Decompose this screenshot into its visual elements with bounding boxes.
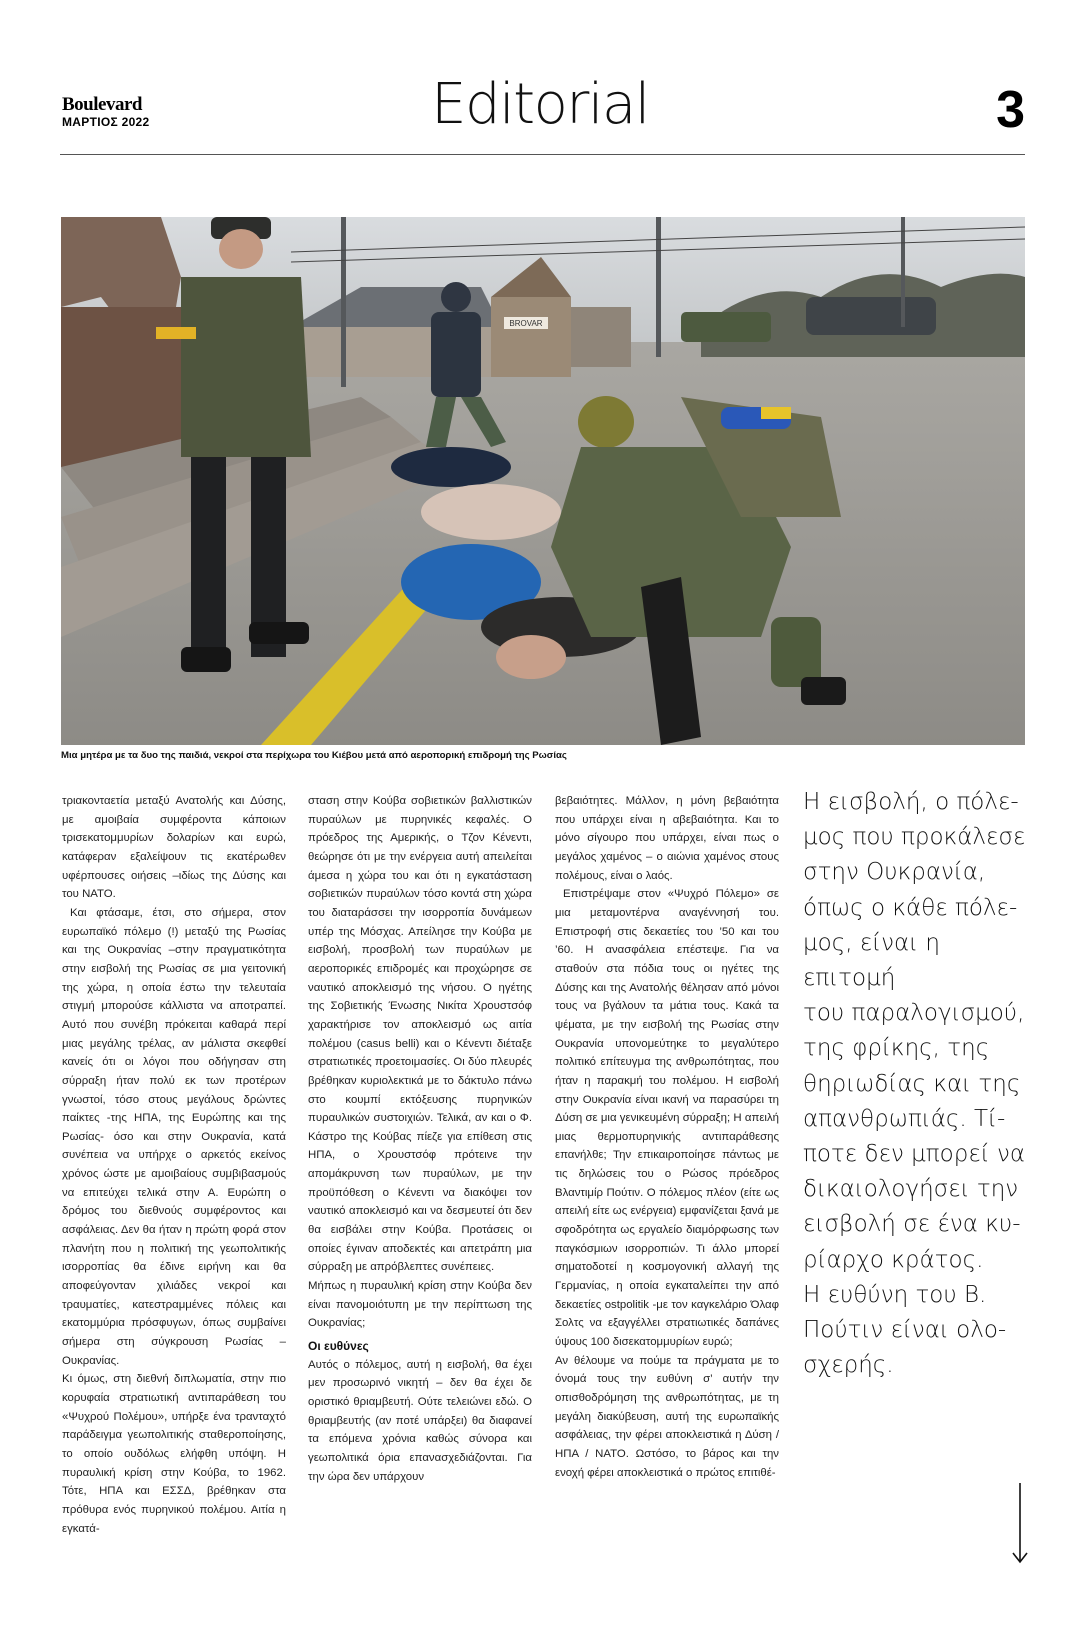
article-column-2 — [308, 792, 532, 1486]
subheading: Οι ευθύνες — [308, 1339, 369, 1354]
pull-quote-line: Η εισβολή, ο πόλε- — [803, 789, 1019, 815]
paragraph: σταση στην Κούβα σοβιετικών βαλλιστικών πυραύλων με πυρηνικές κεφαλές. Ο πρόεδρος της Αμερικής, ο Τζον Κένεντι, θεώρησε ότι με την ενέργεια αυτή απειλείται άμεσα η χώρα του και ότι η εγκατάσταση σοβιετικών πυραύλων τόσο κοντά στη χώρα του διαταράσσει την ισορροπία δυνάμεων υπέρ της Μόσχας. Απείλησε την Κούβα με εισβολή, προσβολή των πυραύλων με αεροπορικές επιδρομές και προχώρησε σε ναυτικό αποκλεισμό της νήσου. Ο ηγέτης της Σοβιετικής Ένωσης Νικίτα Χρουστσόφ χαρακτήρισε τον αποκλεισμό ως αιτία πολέμου (casus belli) και ο Κένεντι διέταξε στρατιωτικές προετοιμασίες. Οι δύο πλευρές βρέθηκαν κυριολεκτικά με το δάκτυλο πάνω στο κουμπί εκτόξευσης πυρηνικών πυραυλικών συστοιχιών. Τελικά, αν και ο Φ. Κάστρο της Κούβας πίεζε για επίθεση στις ΗΠΑ, ο Χρουστσόφ πρότεινε την απομάκρυνση των πυραύλων, με την προϋπόθεση ο Κένεντι να διακόψει τον ναυτικό αποκλεισμό και να δεσμευτεί ότι δεν θα εισβάλει στην Κούβα. Προτάσεις οι οποίες έγιναν αποδεκτές και απετράπη μια σύρραξη με απρόβλεπτες συνέπειες. — [308, 795, 532, 1274]
pull-quote-line: όπως ο κάθε πόλε- — [803, 894, 1018, 921]
section-title: Editorial — [431, 72, 649, 137]
pull-quote-line: μος, είναι η επιτομή — [803, 929, 940, 992]
article-column-1 — [62, 792, 286, 1538]
issue-date: ΜΑΡΤΙΟΣ 2022 — [62, 115, 150, 129]
pull-quote-line: δικαιολογήσει την — [803, 1176, 1019, 1203]
pull-quote-line: σχερής. — [803, 1352, 894, 1379]
pull-quote-line: απανθρωπιάς. Τί- — [803, 1105, 1006, 1132]
paragraph: τριακονταετία μεταξύ Ανατολής και Δύσης, με αμοιβαία συμφέροντα κάποιων τρισεκατομμυρίων δολαρίων και ευρώ, κατάφεραν εξαλείψουν τις εκατέρωθεν υφέρπουσες οιήσεις –ιδίως της Δύσης και του ΝΑΤΟ. — [62, 795, 286, 901]
paragraph: Αυτός ο πόλεμος, αυτή η εισβολή, θα έχει μεν προσωρινό νικητή – δεν θα έχει δε οριστικό θριαμβευτή. Ούτε τελειώνει εδώ. Ο θριαμβευτής (αν ποτέ υπάρξει) θα διαφανεί τα επόμενα χρόνια καθώς σύνορα και γεωπολιτικά όρια επανασχεδιάζονται. Για την ώρα δεν υπάρχουν — [308, 1358, 532, 1483]
photo-caption: Μια μητέρα με τα δυο της παιδιά, νεκροί στα περίχωρα του Κιέβου μετά από αεροπορική επιδρομή της Ρωσίας — [61, 750, 567, 761]
pull-quote-line: θηριωδίας και της — [803, 1070, 1021, 1097]
paragraph: Και φτάσαμε, έτσι, στο σήμερα, στον ευρωπαϊκό πόλεμο (!) μεταξύ της Ρωσίας και της Ουκρανίας –στην πραγματικότητα στην εισβολή της Ρωσίας σε μια γειτονική της χώρα, η οποία έστω την τελευταία στιγμή μπορούσε κάλλιστα να αποτραπεί. Αυτό που συνέβη πρόκειται καθαρά περί μιας μεγάλης τρέλας, αν μάλιστα σκεφθεί κανείς ότι οι λόγοι που οδήγησαν στη σύρραξη ήταν πολύ εκ των προτέρων γνωστοί, τόσο στους μεγάλους δρώντες παίκτες -της ΗΠΑ, της Ευρώπης και της Ρωσίας- όσο και στην Ουκρανία, κατά συνέπεια να υπήρχε ο αρκετός εκείνος χρόνος ώστε με αμοιβαίους συμβιβασμούς να επιτεύχει τελικά στην Α. Ευρώπη ο δρόμος του διεθνούς συμφέροντος και ασφάλειας. Δεν θα ήταν η πρώτη φορά στον πλανήτη που η πολιτική της γεωπολιτικής ισορροπίας θα έδινε ειρήνη και θα αποφεύγονταν χιλιάδες νεκροί και τραυματίες, κατεστραμμένες πόλεις και εκατομμύρια πρόσφυγων, όπως συμβαίνει σήμερα στη σύγκρουση Ρωσίας – Ουκρανίας. — [62, 906, 286, 1367]
pull-quote-line: ποτε δεν μπορεί να — [803, 1141, 1025, 1168]
paragraph: Επιστρέψαμε στον «Ψυχρό Πόλεμο» σε μια μεταμοντέρνα αναγέννησή του. Επιστροφή στις δεκαετίες του ’50 και του ’60. Η ανασφάλεια επέστεψε. Για να σταθούν στα πόδια τους οι ηγέτες της Δύσης και της Ανατολής θέλησαν από μόνοι τους να βγάλουν τα μάτια τους. Κακά τα ψέματα, με την εισβολή της Ρωσίας στην Ουκρανία υπονομεύτηκε το μεγαλύτερο πολιτικό επίτευγμα της ανθρωπότητας, που ήταν η παρακμή του πολέμου. Η εισβολή στην Ουκρανία είναι ικανή να παρασύρει τη Δύση σε μια γενικευμένη σύρραξη; Η απειλή μιας θερμοπυρηνικής αντιπαράθεσης επανήλθε; Την επικαιροποίησε πάντως με τις δηλώσεις του ο Ρώσος πρόεδρος Βλαντιμίρ Πούτιν. Ο πόλεμος πλέον (είτε ως απειλή είτε ως ενέργεια) εμφανίζεται ξανά με σφοδρότητα ως εργαλείο διαμόρφωσης των παγκόσμιων ισορροπιών. Τι άλλο μπορεί σηματοδοτεί η κοσμογονική αλλαγή της Γερμανίας, η οποία εγκαταλείπει την από δεκαετίες ostpolitik -με τον καγκελάριο Όλαφ Σολτς να εξαγγέλλει στρατιωτικές δαπάνες ύψους 100 δισεκατομμυρίων ευρώ; — [555, 888, 779, 1349]
article-column-3 — [555, 792, 779, 1482]
pull-quote-line: εισβολή σε ένα κυ- — [803, 1211, 1021, 1238]
paragraph: Αν θέλουμε να πούμε τα πράγματα με το όνομά τους την ευθύνη σ’ αυτήν την οπισθοδρόμηση της ανθρωπότητας, με τη μεγάλη διακύβευση, αυτή της ευρωπαϊκής ασφάλειας, την φέρει αποκλειστικά η Δύση / ΗΠΑ / ΝΑΤΟ. Ωστόσο, το βάρος και την ενοχή φέρει αποκλειστικά ο πρώτος επιτιθέ- — [555, 1354, 779, 1479]
pull-quote-line: του παραλογισμού, — [803, 1000, 1025, 1027]
lead-photo — [61, 217, 1025, 745]
page-number: 3 — [996, 81, 1025, 139]
brand-logo: Boulevard — [62, 94, 142, 115]
paragraph: Μήπως η πυραυλική κρίση στην Κούβα δεν είναι πανομοιότυπη με την περίπτωση της Ουκρανίας; — [308, 1280, 532, 1330]
pull-quote-line: Πούτιν είναι ολο- — [803, 1317, 1007, 1344]
shop-sign: BROVAR — [509, 319, 543, 328]
street-scene-illustration — [61, 217, 1025, 745]
pull-quote-line: Η ευθύνη του Β. — [803, 1281, 987, 1308]
pull-quote-line: της φρίκης, της — [803, 1035, 990, 1062]
pull-quote-line: ρίαρχο κράτος. — [803, 1246, 984, 1273]
down-arrow-icon — [1010, 1483, 1030, 1565]
paragraph: Κι όμως, στη διεθνή διπλωματία, στην πιο κορυφαία στρατιωτική αντιπαράθεση του «Ψυχρού Πολέμου», υπήρξε ένα τρανταχτό παράδειγμα γεωπολιτικής σταθεροποίησης, το οποίο ουδόλως ελήφθη υπόψη. Η πυραυλική κρίση στην Κούβα, το 1962. Τότε, ΗΠΑ και ΕΣΣΔ, βρέθηκαν στα πρόθυρα ενός πυρηνικού πολέμου. Αιτία η εγκατά- — [62, 1373, 286, 1535]
header-rule — [60, 154, 1025, 155]
pull-quote-line: στην Ουκρανία, — [803, 859, 986, 886]
paragraph: βεβαιότητες. Μάλλον, η μόνη βεβαιότητα που υπάρχει είναι η αβεβαιότητα. Και το μόνο σίγουρο που υπάρχει, είναι πως ο μεγάλος χαμένος – ο αιώνια χαμένος στους πολέμους, είναι ο λαός. — [555, 795, 779, 882]
pull-quote — [803, 785, 1033, 1383]
pull-quote-line: μος που προκάλεσε — [803, 824, 1026, 851]
